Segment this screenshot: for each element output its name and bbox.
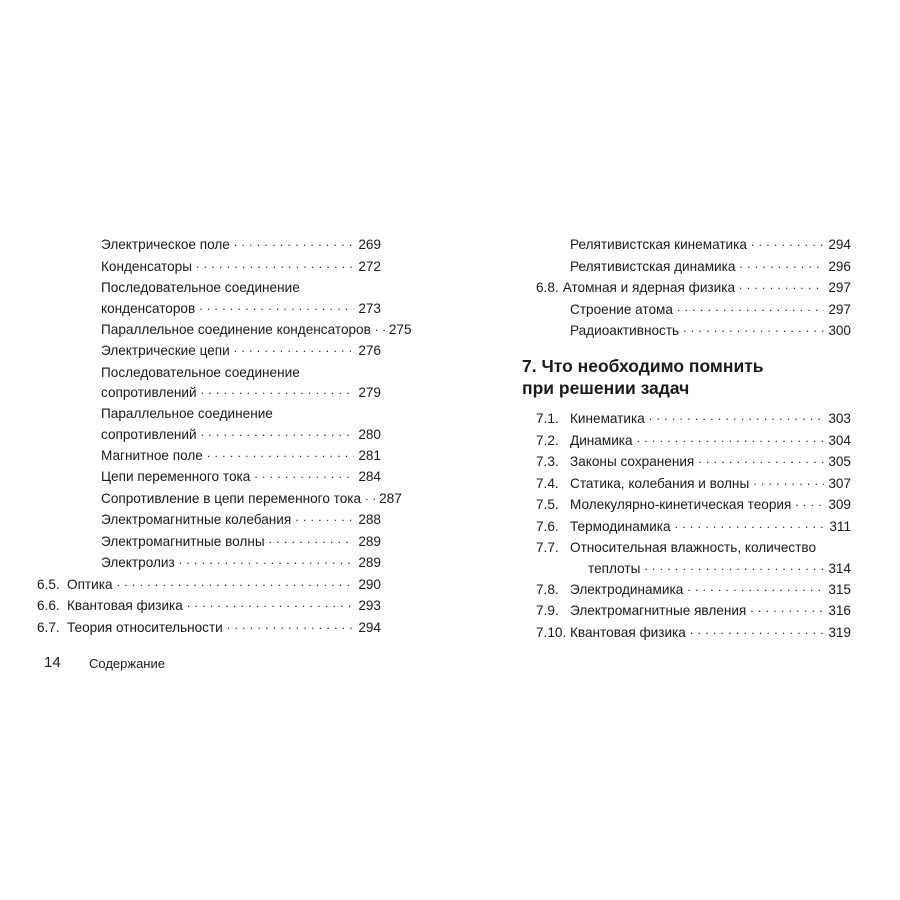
toc-entry-title: Электрические цепи [101,343,230,358]
toc-entry[interactable] [67,340,381,362]
dot-leader [117,571,355,594]
toc-entry-page: 303 [828,411,851,426]
toc-entry[interactable] [37,617,381,639]
toc-entry-title: Кинематика [570,411,645,426]
toc-entry-page: 297 [828,301,851,317]
toc-entry[interactable] [536,516,851,538]
toc-entry-title: Последовательное соединение [101,364,300,380]
toc-entry-page: 269 [358,237,381,252]
toc-entry-number: 7.9. [536,603,559,618]
toc-entry-title: Электролиз [101,555,175,570]
dot-leader [187,592,354,615]
toc-right-bottom-list [536,408,851,643]
toc-entry-title: Относительная влажность, количество [570,540,817,555]
toc-entry-page: 289 [358,533,381,549]
dot-leader [677,296,824,319]
toc-entry-title: теплоты [588,560,641,576]
dot-leader [739,274,824,297]
toc-entry[interactable] [67,299,381,319]
section-heading [522,355,852,399]
toc-entry-page: 316 [828,603,851,618]
dot-leader [375,316,385,339]
toc-entry-page: 276 [358,343,381,358]
dot-leader [795,491,824,514]
toc-entry-title: Теория относительности [67,619,223,635]
page-number: 14 [44,654,61,671]
dot-leader [199,296,354,316]
dot-leader [751,231,824,254]
toc-entry-number: 7.1. [536,411,559,426]
toc-entry-title: Статика, колебания и волны [570,475,750,491]
right-page [450,0,900,900]
toc-entry-page: 305 [828,454,851,469]
toc-entry-page: 319 [828,624,851,640]
toc-entry-page: 294 [828,237,851,252]
toc-entry-page: 290 [358,576,381,592]
toc-entry-number: 6.8. [536,280,559,295]
dot-leader [683,317,824,340]
toc-right-top-list [536,234,851,342]
dot-leader [690,619,824,642]
toc-entry-number: 7.10. [536,624,567,640]
toc-entry-title: Квантовая физика [570,624,686,640]
section-heading-line-1: 7. Что необходимо помнить [522,356,764,376]
toc-entry-page: 304 [828,432,851,448]
dot-leader [687,576,824,599]
toc-entry-page: 300 [828,323,851,338]
toc-entry-title: Параллельное соединение [101,406,273,421]
dot-leader [295,506,354,529]
toc-entry-number: 6.6. [37,598,60,613]
dot-leader [207,442,354,465]
toc-entry-title: Цепи переменного тока [101,469,251,484]
toc-entry-title: Последовательное соединение [101,280,300,295]
dot-leader [698,448,824,471]
dot-leader [753,470,824,493]
toc-entry-title: Электрическое поле [101,237,230,252]
toc-entry-title: Атомная и ядерная физика [562,280,736,295]
toc-entry-page: 280 [358,426,381,442]
toc-entry[interactable] [67,466,381,488]
toc-entry-page: 273 [358,300,381,316]
toc-entry-title: Сопротивление в цепи переменного тока [101,490,362,506]
dot-leader [196,253,354,276]
toc-entry-title: Строение атома [570,301,673,317]
toc-entry-title: Радиоактивность [570,323,680,338]
toc-entry-title: Молекулярно-кинетическая теория [570,497,792,512]
running-footer: Содержание [89,656,165,671]
toc-left-list [37,234,412,638]
toc-entry-page: 284 [358,469,381,484]
toc-entry-title: Электромагнитные волны [101,533,265,549]
toc-entry-page: 311 [829,518,851,534]
toc-entry-title: сопротивлений [101,426,197,442]
dot-leader [227,614,355,637]
dot-leader [269,528,355,551]
toc-entry-page: 314 [828,560,851,576]
dot-leader [750,597,824,620]
toc-entry-number: 7.8. [536,581,559,597]
toc-entry-number: 7.5. [536,497,559,512]
dot-leader [675,513,826,536]
dot-leader [739,253,824,276]
toc-entry-title: Конденсаторы [101,258,193,274]
toc-entry[interactable] [536,622,851,644]
toc-entry-title: Электромагнитные колебания [101,512,292,527]
toc-entry-title: Динамика [570,432,633,448]
toc-entry-title: Оптика [67,576,113,592]
toc-entry[interactable] [67,383,381,403]
toc-entry-title: конденсаторов [101,300,196,316]
dot-leader [649,405,825,428]
toc-entry[interactable] [536,320,851,342]
section-heading-line-2: при решении задач [522,378,690,398]
dot-leader [234,337,355,360]
toc-entry-title: Электромагнитные явления [570,603,747,618]
toc-entry-number: 6.5. [37,576,60,592]
toc-entry-page: 287 [379,490,402,506]
toc-entry-page: 315 [828,581,851,597]
toc-entry-page: 293 [358,598,381,613]
toc-entry[interactable] [67,256,381,278]
toc-entry-page: 289 [358,555,381,570]
toc-entry-page: 296 [828,258,851,274]
toc-entry-page: 272 [358,258,381,274]
toc-entry-title: Параллельное соединение конденсаторов [101,321,371,337]
dot-leader [201,380,355,400]
toc-entry-number: 6.7. [37,619,60,635]
dot-leader [254,463,354,486]
toc-entry-title: Релятивистская динамика [570,258,736,274]
toc-entry-title: сопротивлений [101,385,197,400]
toc-entry-number: 7.7. [536,540,559,555]
dot-leader [637,427,825,450]
toc-entry-title: Законы сохранения [570,454,695,469]
toc-entry-page: 307 [828,475,851,491]
toc-entry-title: Квантовая физика [67,598,183,613]
dot-leader [201,422,355,442]
toc-entry-page: 294 [358,619,381,635]
dot-leader [644,556,824,576]
toc-entry-page: 281 [358,447,381,463]
dot-leader [365,485,375,508]
toc-entry-title: Магнитное поле [101,447,203,463]
toc-entry-title: Релятивистская кинематика [570,237,747,252]
toc-entry-number: 7.6. [536,518,559,534]
toc-entry-number: 7.4. [536,475,559,491]
toc-entry-page: 309 [828,497,851,512]
toc-entry-page: 297 [828,280,851,295]
toc-entry-page: 275 [388,321,412,337]
toc-entry-title: Электродинамика [570,581,684,597]
toc-entry-title: Термодинамика [570,518,671,534]
dot-leader [234,231,354,254]
toc-entry-page: 279 [358,385,381,400]
toc-entry-number: 7.2. [536,432,559,448]
toc-entry-page: 288 [358,512,381,527]
toc-entry-number: 7.3. [536,454,559,469]
dot-leader [179,549,355,572]
